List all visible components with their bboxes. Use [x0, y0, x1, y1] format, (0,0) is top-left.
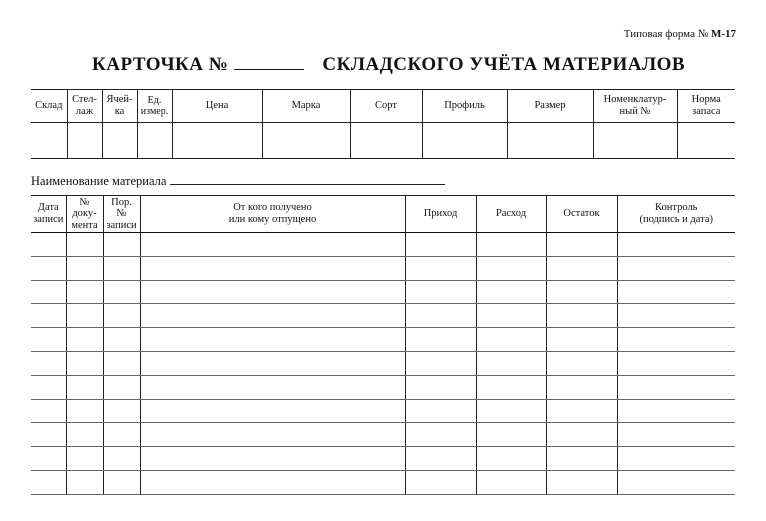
header-entry-number: Пор. № записи: [103, 196, 140, 233]
table-cell[interactable]: [476, 328, 546, 352]
cell-nomenclature[interactable]: [593, 123, 677, 159]
table-cell[interactable]: [140, 470, 405, 494]
table-cell[interactable]: [66, 470, 103, 494]
table-cell[interactable]: [31, 351, 66, 375]
table-row: [31, 470, 735, 494]
table-cell[interactable]: [476, 470, 546, 494]
table-cell[interactable]: [617, 328, 735, 352]
table-cell[interactable]: [103, 304, 140, 328]
material-name-field[interactable]: [170, 172, 445, 185]
header-document-number: № доку- мента: [66, 196, 103, 233]
table-cell[interactable]: [66, 351, 103, 375]
table-row: [31, 375, 735, 399]
table-cell[interactable]: [476, 447, 546, 471]
table-cell[interactable]: [617, 470, 735, 494]
cell-price[interactable]: [172, 123, 262, 159]
table-cell[interactable]: [546, 423, 617, 447]
table-cell[interactable]: [103, 447, 140, 471]
table-cell[interactable]: [31, 256, 66, 280]
table-cell[interactable]: [31, 304, 66, 328]
table-cell[interactable]: [31, 328, 66, 352]
header-balance: Остаток: [546, 196, 617, 233]
movement-table: [31, 195, 735, 495]
table-row: [31, 423, 735, 447]
cell-rack[interactable]: [67, 123, 102, 159]
cell-size[interactable]: [507, 123, 593, 159]
header-expense: Расход: [476, 196, 546, 233]
top-table-header: [31, 90, 735, 123]
table-cell[interactable]: [66, 375, 103, 399]
table-cell[interactable]: [476, 233, 546, 257]
table-cell[interactable]: [66, 304, 103, 328]
table-cell[interactable]: [405, 304, 476, 328]
header-price: Цена: [172, 90, 262, 123]
table-cell[interactable]: [617, 256, 735, 280]
table-cell[interactable]: [476, 280, 546, 304]
table-cell[interactable]: [546, 280, 617, 304]
table-row: [31, 399, 735, 423]
table-cell[interactable]: [546, 470, 617, 494]
table-cell[interactable]: [546, 328, 617, 352]
table-cell[interactable]: [140, 256, 405, 280]
table-cell[interactable]: [476, 375, 546, 399]
table-cell[interactable]: [140, 423, 405, 447]
cell-cell[interactable]: [102, 123, 137, 159]
header-sort: Сорт: [350, 90, 422, 123]
table-cell[interactable]: [66, 233, 103, 257]
table-cell[interactable]: [617, 375, 735, 399]
form-number: [624, 28, 736, 40]
table-cell[interactable]: [31, 423, 66, 447]
header-stock-norm: Норма запаса: [677, 90, 735, 123]
table-cell[interactable]: [405, 280, 476, 304]
table-cell[interactable]: [66, 328, 103, 352]
table-cell[interactable]: [617, 399, 735, 423]
table-cell[interactable]: [617, 304, 735, 328]
table-cell[interactable]: [476, 351, 546, 375]
table-cell[interactable]: [617, 280, 735, 304]
cell-grade[interactable]: [262, 123, 350, 159]
table-cell[interactable]: [546, 233, 617, 257]
table-cell[interactable]: [140, 280, 405, 304]
table-cell[interactable]: [66, 423, 103, 447]
table-cell[interactable]: [103, 328, 140, 352]
table-cell[interactable]: [140, 447, 405, 471]
cell-unit[interactable]: [137, 123, 172, 159]
table-cell[interactable]: [546, 375, 617, 399]
cell-warehouse[interactable]: [31, 123, 67, 159]
table-cell[interactable]: [546, 351, 617, 375]
table-cell[interactable]: [140, 328, 405, 352]
table-row: [31, 304, 735, 328]
table-row: [31, 233, 735, 257]
table-cell[interactable]: [66, 399, 103, 423]
table-row: [31, 351, 735, 375]
table-cell[interactable]: [405, 328, 476, 352]
table-cell[interactable]: [405, 470, 476, 494]
table-cell[interactable]: [140, 233, 405, 257]
table-cell[interactable]: [66, 256, 103, 280]
table-cell[interactable]: [103, 375, 140, 399]
table-cell[interactable]: [476, 399, 546, 423]
header-warehouse: Склад: [31, 90, 67, 123]
form-code: М-17: [710, 28, 736, 40]
table-cell[interactable]: [617, 447, 735, 471]
material-name-row: [31, 172, 445, 189]
table-cell[interactable]: [405, 233, 476, 257]
material-attributes-table: [31, 89, 735, 159]
table-cell[interactable]: [103, 423, 140, 447]
movement-table-body: [31, 233, 735, 495]
table-cell[interactable]: [140, 304, 405, 328]
top-table-row: [31, 123, 735, 159]
table-cell[interactable]: [31, 447, 66, 471]
table-cell[interactable]: [476, 423, 546, 447]
table-cell[interactable]: [66, 280, 103, 304]
header-from-to: От кого получено или кому отпущено: [140, 196, 405, 233]
table-row: [31, 328, 735, 352]
table-cell[interactable]: [103, 233, 140, 257]
table-cell[interactable]: [31, 470, 66, 494]
table-cell[interactable]: [405, 351, 476, 375]
table-cell[interactable]: [31, 280, 66, 304]
table-cell[interactable]: [546, 256, 617, 280]
table-cell[interactable]: [31, 233, 66, 257]
material-name-label: Наименование материала: [31, 174, 167, 188]
title-right: СКЛАДСКОГО УЧЁТА МАТЕРИАЛОВ: [322, 54, 686, 75]
table-cell[interactable]: [476, 304, 546, 328]
table-cell[interactable]: [103, 351, 140, 375]
table-cell[interactable]: [546, 304, 617, 328]
movement-table-header: [31, 196, 735, 233]
table-cell[interactable]: [546, 447, 617, 471]
cell-sort[interactable]: [350, 123, 422, 159]
header-profile: Профиль: [422, 90, 507, 123]
header-cell: Ячей- ка: [102, 90, 137, 123]
table-cell[interactable]: [103, 280, 140, 304]
table-cell[interactable]: [405, 399, 476, 423]
table-row: [31, 280, 735, 304]
table-cell[interactable]: [617, 423, 735, 447]
cell-profile[interactable]: [422, 123, 507, 159]
table-cell[interactable]: [140, 375, 405, 399]
table-cell[interactable]: [476, 256, 546, 280]
table-cell[interactable]: [617, 351, 735, 375]
header-grade: Марка: [262, 90, 350, 123]
table-cell[interactable]: [31, 375, 66, 399]
table-cell[interactable]: [405, 256, 476, 280]
table-cell[interactable]: [546, 399, 617, 423]
header-unit: Ед. измер.: [137, 90, 172, 123]
table-row: [31, 256, 735, 280]
cell-stock-norm[interactable]: [677, 123, 735, 159]
header-entry-date: Дата записи: [31, 196, 66, 233]
table-cell[interactable]: [405, 423, 476, 447]
table-row: [31, 447, 735, 471]
table-cell[interactable]: [140, 351, 405, 375]
header-rack: Стел- лаж: [67, 90, 102, 123]
table-cell[interactable]: [405, 375, 476, 399]
title-left: КАРТОЧКА №: [92, 54, 229, 75]
table-cell[interactable]: [31, 399, 66, 423]
table-cell[interactable]: [103, 470, 140, 494]
card-number-blank[interactable]: [234, 55, 304, 70]
card-title: [92, 54, 685, 76]
header-nomenclature: Номенклатур- ный №: [593, 90, 677, 123]
header-size: Размер: [507, 90, 593, 123]
table-cell[interactable]: [617, 233, 735, 257]
header-receipt: Приход: [405, 196, 476, 233]
table-cell[interactable]: [66, 447, 103, 471]
table-cell[interactable]: [103, 256, 140, 280]
table-cell[interactable]: [405, 447, 476, 471]
table-cell[interactable]: [140, 399, 405, 423]
form-number-label: Типовая форма №: [623, 28, 709, 40]
header-control: Контроль (подпись и дата): [617, 196, 735, 233]
table-cell[interactable]: [103, 399, 140, 423]
